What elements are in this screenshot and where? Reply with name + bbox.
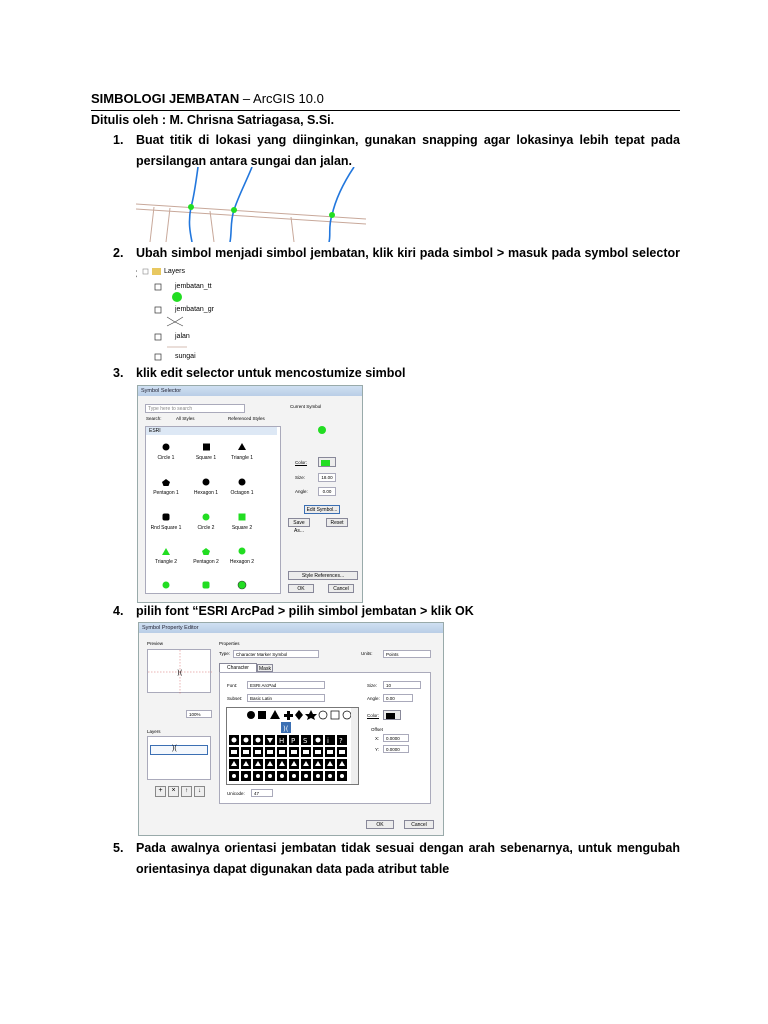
zoom-select[interactable]: 100% xyxy=(186,710,212,718)
properties-label: Properties xyxy=(219,641,240,646)
title-bold: SIMBOLOGI JEMBATAN xyxy=(91,91,240,106)
subset-label: Subset: xyxy=(227,696,243,701)
gallery-group-header: ESRI xyxy=(146,427,277,435)
remove-layer-icon[interactable]: × xyxy=(168,786,179,797)
offset-y-input[interactable]: 0.0000 xyxy=(383,745,409,753)
subset-select[interactable]: Basic Latin xyxy=(247,694,325,702)
step-number: 1. xyxy=(113,133,124,147)
units-label: Units: xyxy=(361,651,373,656)
step-text: Ubah simbol menjadi simbol jembatan, klik kiri pada simbol > masuk pada symbol selector xyxy=(136,246,680,260)
unicode-label: Unicode: xyxy=(227,791,245,796)
size-input[interactable]: 10 xyxy=(383,681,421,689)
unicode-input[interactable]: 47 xyxy=(251,789,273,797)
current-symbol-label: Current Symbol xyxy=(290,404,322,409)
search-label: Search: xyxy=(146,416,162,421)
size-label: Size: xyxy=(295,475,306,480)
symbol-label: Rnd Square 1 xyxy=(150,525,182,531)
font-label: Font: xyxy=(227,683,238,688)
tab-mask[interactable]: Mask xyxy=(257,664,273,672)
color-label: Color: xyxy=(295,460,308,465)
cancel-button[interactable]: Cancel xyxy=(328,584,354,593)
font-select[interactable]: ESRI ArcPad xyxy=(247,681,325,689)
ok-button[interactable]: OK xyxy=(288,584,314,593)
step-text: klik edit selector untuk mencostumize simbol xyxy=(136,366,406,380)
symbol-label: Circle 2 xyxy=(197,525,215,531)
step-text: pilih font “ESRI ArcPad > pilih simbol jembatan > klik OK xyxy=(136,604,474,618)
all-styles-radio[interactable]: All Styles xyxy=(176,416,195,421)
symbol-label: Pentagon 1 xyxy=(153,490,179,496)
symbol-glyphs xyxy=(146,427,274,595)
ok-button[interactable]: OK xyxy=(366,820,394,829)
offset-x-label: X: xyxy=(375,736,380,741)
move-down-icon[interactable]: ↓ xyxy=(194,786,205,797)
offset-x-input[interactable]: 0.0000 xyxy=(383,734,409,742)
search-input[interactable]: Type here to search xyxy=(145,404,245,413)
map-snippet xyxy=(136,167,366,242)
save-as-button[interactable]: Save As... xyxy=(288,518,310,527)
tab-character-marker[interactable]: Character xyxy=(219,663,257,672)
layers-label: Layers xyxy=(147,729,161,734)
style-references-button[interactable]: Style References... xyxy=(288,571,358,580)
bridge-point-icon xyxy=(231,207,237,213)
symbol-gallery[interactable] xyxy=(145,426,281,594)
symbol-label: Octagon 1 xyxy=(230,490,254,496)
reset-button[interactable]: Reset xyxy=(326,518,348,527)
angle-label: Angle: xyxy=(367,696,380,701)
toc-layer-label[interactable]: jembatan_gr xyxy=(175,306,214,313)
layers-list[interactable] xyxy=(147,736,211,780)
svg-text:H: H xyxy=(279,737,285,745)
step-text: Pada awalnya orientasi jembatan tidak sesuai dengan arah sebenarnya, untuk mengubah orientasinya dapat digunakan data pada atribut table xyxy=(136,841,680,876)
step-number: 4. xyxy=(113,604,124,618)
referenced-styles-radio[interactable]: Referenced Styles xyxy=(228,416,265,421)
layer-row[interactable] xyxy=(150,745,208,755)
angle-input[interactable]: 0.00 xyxy=(318,487,336,496)
angle-label: Angle: xyxy=(295,489,308,494)
title-rule xyxy=(91,110,680,111)
symbol-label: Hexagon 1 xyxy=(193,490,219,496)
units-select[interactable]: Points xyxy=(383,650,431,658)
step-text: Buat titik di lokasi yang diinginkan, gunakan snapping agar lokasinya lebih tepat pada persilangan antara sungai dan jalan. xyxy=(136,133,680,168)
svg-text:i: i xyxy=(327,737,329,745)
toc-layer-label[interactable]: sungai xyxy=(175,353,196,360)
type-label: Type: xyxy=(219,651,231,656)
author-line: Ditulis oleh : M. Chrisna Satriagasa, S.Si. xyxy=(91,113,335,127)
bridge-point-icon xyxy=(188,204,194,210)
step-number: 3. xyxy=(113,366,124,380)
glyph-grid xyxy=(227,708,358,784)
color-picker[interactable] xyxy=(318,457,336,467)
offset-label: Offset xyxy=(371,727,383,732)
document-title xyxy=(91,91,324,106)
edit-symbol-button[interactable]: Edit Symbol... xyxy=(304,505,340,514)
current-symbol-preview xyxy=(288,412,356,448)
type-select[interactable]: Character Marker Symbol xyxy=(233,650,319,658)
move-up-icon[interactable]: ↑ xyxy=(181,786,192,797)
table-of-contents-screenshot xyxy=(137,264,247,361)
svg-text:S: S xyxy=(303,737,308,745)
svg-text:P: P xyxy=(291,737,296,745)
svg-text:)(: )( xyxy=(283,725,289,733)
toc-root-label[interactable]: Layers xyxy=(164,268,186,275)
symbol-label: Triangle 2 xyxy=(154,559,178,565)
step-number: 5. xyxy=(113,841,124,855)
bridge-icon: )( xyxy=(177,669,183,677)
symbol-label: Pentagon 2 xyxy=(193,559,219,565)
preview-label: Preview xyxy=(147,641,164,646)
toc-layer-label[interactable]: jalan xyxy=(175,333,190,340)
angle-input[interactable]: 0.00 xyxy=(383,694,413,702)
title-version: – ArcGIS 10.0 xyxy=(239,91,324,106)
svg-text:?: ? xyxy=(339,737,343,745)
step-number: 2. xyxy=(113,246,124,260)
color-label: Color: xyxy=(367,713,380,718)
window-title: Symbol Selector xyxy=(138,386,362,396)
character-grid[interactable] xyxy=(226,707,359,785)
symbol-label: Triangle 1 xyxy=(230,455,254,461)
cancel-button[interactable]: Cancel xyxy=(404,820,434,829)
symbol-label: Square 1 xyxy=(195,455,217,461)
green-circle-icon xyxy=(318,426,326,434)
symbol-label: Square 2 xyxy=(231,525,253,531)
size-label: Size: xyxy=(367,683,378,688)
symbol-property-editor-screenshot xyxy=(138,622,444,836)
symbol-label: Hexagon 2 xyxy=(229,559,255,565)
window-title: Symbol Property Editor xyxy=(139,623,443,633)
symbol-selector-screenshot xyxy=(137,385,363,603)
toc-layer-label[interactable]: jembatan_tt xyxy=(175,283,212,290)
preview-pane xyxy=(147,649,211,693)
size-input[interactable]: 18.00 xyxy=(318,473,336,482)
add-layer-icon[interactable]: + xyxy=(155,786,166,797)
offset-y-label: Y: xyxy=(375,747,380,752)
bridge-point-icon xyxy=(329,212,335,218)
color-picker[interactable] xyxy=(383,710,401,720)
green-circle-icon xyxy=(172,292,182,302)
symbol-label: Circle 1 xyxy=(157,455,175,461)
bridge-icon: )( xyxy=(172,745,177,752)
